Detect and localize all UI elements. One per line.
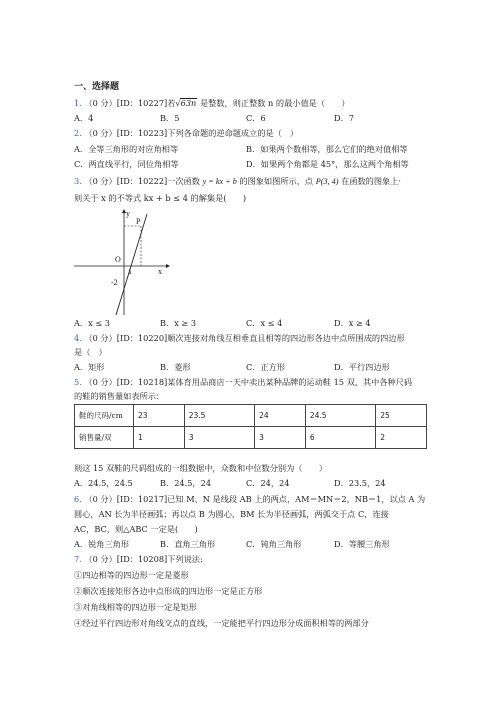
question-3-text-a: （0 分）[ID：10222]一次函数 [84, 176, 200, 186]
shoe-size-table [74, 404, 427, 449]
option-b[interactable]: B．菱形 [160, 362, 191, 372]
option-c[interactable]: C．6 [246, 113, 266, 123]
option-c[interactable]: C．两直线平行，同位角相等 [74, 159, 179, 169]
question-7 [74, 554, 203, 565]
question-number: 6. [74, 494, 82, 504]
function-line [116, 214, 147, 315]
question-1 [74, 98, 350, 109]
table-header: 销售量/双 [75, 427, 134, 449]
option-d[interactable]: D．如果两个角都是 45°，那么这两个角相等 [246, 159, 409, 169]
question-number: 3. [74, 176, 82, 186]
question-number: 7. [74, 554, 82, 564]
tick-label-1: 1 [128, 267, 132, 276]
question-5-text: （0 分）[ID：10218]某体育用品商店一天中卖出某种品牌的运动鞋 15 双，其中各种尺码 [84, 377, 413, 387]
option-d[interactable]: D．7 [334, 113, 354, 123]
tick-label-neg2: -2 [111, 278, 118, 287]
question-3-text-b: 的图象如图所示，点 [239, 176, 314, 186]
option-a[interactable]: A．x ≤ 3 [74, 318, 110, 328]
question-1-suffix: 是整数，则正整数 n 的最小值是（ ） [199, 98, 350, 108]
x-axis-arrow-icon [166, 264, 170, 268]
option-b[interactable]: B．24.5，24 [160, 478, 212, 488]
table-cell: 24 [255, 405, 306, 427]
question-number: 1. [74, 98, 82, 108]
table-cell: 6 [305, 427, 375, 449]
table-cell: 2 [376, 427, 427, 449]
question-7-text: （0 分）[ID：10208]下列说法: [84, 554, 203, 564]
option-d[interactable]: D．x ≥ 4 [334, 318, 371, 328]
question-5 [74, 377, 412, 388]
list-item: ④经过平行四边形对角线交点的直线，一定能把平行四边形分成面积相等的两部分 [74, 618, 369, 628]
question-6 [74, 494, 425, 505]
point-p: P(3, 4) [315, 177, 339, 186]
option-c[interactable]: C．钝角三角形 [246, 539, 302, 549]
question-6-line-2: 圆心，AN 长为半径画弧；再以点 B 为圆心，BM 长为半径画弧，两弧交于点 C，连接 [74, 509, 389, 519]
question-number: 2. [74, 128, 82, 138]
question-1-prefix: （0 分）[ID：10227]若 [84, 98, 176, 108]
table-cell: 23 [134, 405, 185, 427]
question-3-text-c: 在函数的图象上· [341, 176, 402, 186]
option-a[interactable]: A．锐角三角形 [74, 539, 130, 549]
origin-label: O [115, 255, 121, 264]
table-cell: 24.5 [305, 405, 375, 427]
question-5-after: 则这 15 双鞋的尺码组成的一组数据中，众数和中位数分别为（ ） [74, 463, 328, 473]
point-p-label: P [136, 217, 141, 226]
table-cell: 25 [376, 405, 427, 427]
y-label: y [126, 209, 130, 218]
question-2 [74, 128, 298, 139]
option-c[interactable]: C．x ≤ 4 [246, 318, 283, 328]
list-item: ②顺次连接矩形各边中点形成的四边形一定是正方形 [74, 586, 263, 596]
table-cell: 3 [184, 427, 254, 449]
option-c[interactable]: C．24，24 [246, 478, 290, 488]
question-4-text: （0 分）[ID：10220]顺次连接对角线互相垂直且相等的四边形各边中点所围成的四边形 [84, 333, 405, 343]
table-cell: 3 [255, 427, 306, 449]
list-item: ①四边相等的四边形一定是菱形 [74, 570, 189, 580]
list-item: ③对角线相等的四边形一定是矩形 [74, 602, 197, 612]
section-title: 一、选择题 [74, 82, 120, 92]
formula: y = kx + b [202, 177, 237, 186]
option-b[interactable]: B．直角三角形 [160, 539, 216, 549]
question-number: 4. [74, 333, 82, 343]
option-a[interactable]: A．全等三角形的对应角相等 [74, 144, 179, 154]
option-d[interactable]: D．23.5，24 [334, 478, 386, 488]
table-cell: 23.5 [184, 405, 254, 427]
x-label: x [158, 267, 162, 276]
table-row [75, 405, 427, 427]
option-a[interactable]: A．24.5，24.5 [74, 478, 133, 488]
table-header: 鞋的尺码/cm [75, 405, 134, 427]
option-b[interactable]: B．x ≥ 3 [160, 318, 197, 328]
option-d[interactable]: D．平行四边形 [334, 362, 390, 372]
table-cell: 1 [134, 427, 185, 449]
option-b[interactable]: B．5 [160, 113, 180, 123]
option-d[interactable]: D．等腰三角形 [334, 539, 390, 549]
question-5-line-2: 的鞋的销售量如表所示： [74, 391, 165, 401]
question-3 [74, 176, 401, 187]
question-6-line-3: AC，BC，则△ABC 一定是( ) [74, 524, 198, 534]
option-a[interactable]: A．4 [74, 113, 94, 123]
option-c[interactable]: C．正方形 [246, 362, 286, 372]
question-3-line-2: 则关于 x 的不等式 kx + b ≤ 4 的解集是( ) [74, 193, 247, 203]
sqrt-icon: √ [175, 98, 181, 108]
question-number: 5. [74, 377, 82, 387]
question-4-line-2: 是（ ） [74, 347, 107, 357]
radicand: 63n [180, 98, 197, 108]
question-2-text: （0 分）[ID：10223]下列各命题的逆命题成立的是（ ） [84, 128, 299, 138]
option-a[interactable]: A．矩形 [74, 362, 105, 372]
table-row [75, 427, 427, 449]
function-graph [72, 207, 172, 319]
question-6-text: （0 分）[ID：10217]已知 M、N 是线段 AB 上的两点，AM＝MN＝2，NB＝1，以点 A 为 [84, 494, 426, 504]
option-b[interactable]: B．如果两个数相等，那么它们的绝对值相等 [246, 144, 408, 154]
question-4 [74, 333, 405, 344]
